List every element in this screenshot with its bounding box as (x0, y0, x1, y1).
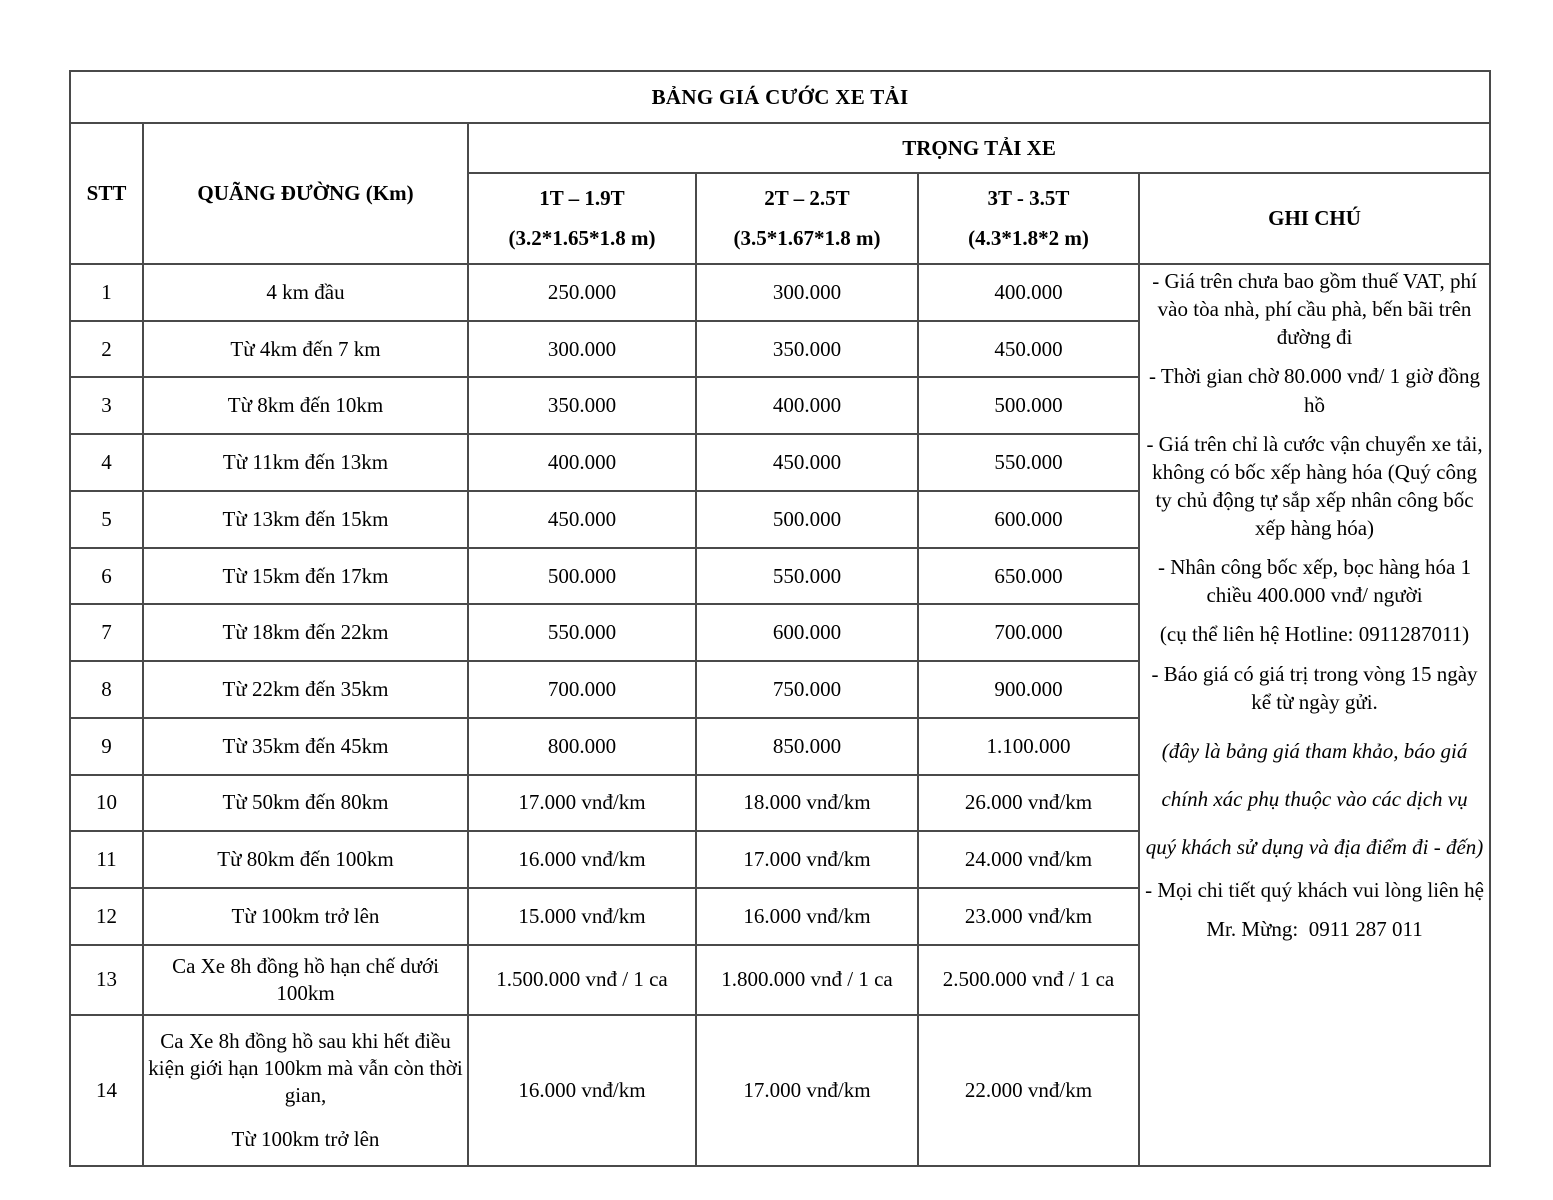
row-1-price-1t: 250.000 (468, 264, 696, 321)
row-11-route: Từ 80km đến 100km (143, 831, 468, 888)
row-14-price-3t: 22.000 vnđ/km (918, 1015, 1139, 1166)
row-9-price-1t: 800.000 (468, 718, 696, 775)
row-9-price-3t: 1.100.000 (918, 718, 1139, 775)
note-paragraph-1: - Giá trên chưa bao gồm thuế VAT, phí vào tòa nhà, phí cầu phà, bến bãi trên đường đi (1152, 269, 1477, 350)
note-paragraph-9: Mr. Mừng: 0911 287 011 (1206, 916, 1423, 941)
row-6-stt: 6 (70, 548, 143, 605)
row-2-route: Từ 4km đến 7 km (143, 321, 468, 378)
freight-price-table-document (69, 70, 1491, 1167)
row-12-price-2t: 16.000 vnđ/km (696, 888, 918, 945)
header-stt: STT (70, 123, 143, 264)
note-paragraph-5: (cụ thể liên hệ Hotline: 0911287011) (1159, 622, 1470, 647)
row-14-price-2t: 17.000 vnđ/km (696, 1015, 918, 1166)
row-13-price-2t: 1.800.000 vnđ / 1 ca (696, 945, 918, 1015)
row-1-route: 4 km đầu (143, 264, 468, 321)
header-col-1t-size: (3.2*1.65*1.8 m) (508, 225, 656, 250)
header-col-3t-size: (4.3*1.8*2 m) (968, 225, 1089, 250)
row-11-price-1t: 16.000 vnđ/km (468, 831, 696, 888)
row-3-price-3t: 500.000 (918, 377, 1139, 434)
header-band-row (70, 123, 1490, 173)
row-5-price-2t: 500.000 (696, 491, 918, 548)
note-paragraph-4: - Nhân công bốc xếp, bọc hàng hóa 1 chiều 400.000 vnđ/ người (1157, 555, 1472, 608)
header-notes: GHI CHÚ (1139, 173, 1490, 264)
row-2-stt: 2 (70, 321, 143, 378)
row-7-price-2t: 600.000 (696, 604, 918, 661)
row-8-stt: 8 (70, 661, 143, 718)
row-11-stt: 11 (70, 831, 143, 888)
row-5-route: Từ 13km đến 15km (143, 491, 468, 548)
header-col-2t-size: (3.5*1.67*1.8 m) (733, 225, 881, 250)
row-10-price-3t: 26.000 vnđ/km (918, 775, 1139, 832)
freight-price-table (69, 70, 1491, 1167)
header-tonnage-group: TRỌNG TẢI XE (468, 123, 1490, 173)
row-7-price-3t: 700.000 (918, 604, 1139, 661)
table-row-13 (70, 945, 1490, 1015)
row-3-route: Từ 8km đến 10km (143, 377, 468, 434)
row-8-price-3t: 900.000 (918, 661, 1139, 718)
row-4-price-2t: 450.000 (696, 434, 918, 491)
note-paragraph-3: - Giá trên chỉ là cước vận chuyển xe tải, không có bốc xếp hàng hóa (Quý công ty chủ động tự sắp xếp nhân công bốc xếp hàng hóa) (1146, 431, 1483, 540)
row-3-price-2t: 400.000 (696, 377, 918, 434)
row-13-price-1t: 1.500.000 vnđ / 1 ca (468, 945, 696, 1015)
row-6-route: Từ 15km đến 17km (143, 548, 468, 605)
row-13-stt: 13 (70, 945, 143, 1015)
row-11-price-3t: 24.000 vnđ/km (918, 831, 1139, 888)
row-9-route: Từ 35km đến 45km (143, 718, 468, 775)
header-col-2t-tonnage: 2T – 2.5T (764, 186, 850, 211)
row-6-price-3t: 650.000 (918, 548, 1139, 605)
row-2-price-2t: 350.000 (696, 321, 918, 378)
row-2-price-1t: 300.000 (468, 321, 696, 378)
row-1-stt: 1 (70, 264, 143, 321)
header-col-2t (696, 173, 918, 264)
table-row-1 (70, 264, 1490, 321)
row-8-price-1t: 700.000 (468, 661, 696, 718)
row-10-stt: 10 (70, 775, 143, 832)
row-1-price-2t: 300.000 (696, 264, 918, 321)
row-7-route: Từ 18km đến 22km (143, 604, 468, 661)
note-paragraph-8: - Mọi chi tiết quý khách vui lòng liên hệ (1145, 877, 1484, 902)
row-3-stt: 3 (70, 377, 143, 434)
row-7-stt: 7 (70, 604, 143, 661)
row-5-price-1t: 450.000 (468, 491, 696, 548)
header-col-3t (918, 173, 1139, 264)
title-row (70, 71, 1490, 123)
row-12-route: Từ 100km trở lên (143, 888, 468, 945)
row-3-price-1t: 350.000 (468, 377, 696, 434)
row-13-route: Ca Xe 8h đồng hồ hạn chế dưới 100km (143, 945, 468, 1015)
header-col-1t (468, 173, 696, 264)
note-paragraph-6: - Báo giá có giá trị trong vòng 15 ngày kể từ ngày gửi. (1151, 661, 1478, 714)
row-1-price-3t: 400.000 (918, 264, 1139, 321)
row-10-price-1t: 17.000 vnđ/km (468, 775, 696, 832)
row-8-price-2t: 750.000 (696, 661, 918, 718)
row-5-price-3t: 600.000 (918, 491, 1139, 548)
row-14-route-par2: Từ 100km trở lên (231, 1126, 380, 1151)
row-12-stt: 12 (70, 888, 143, 945)
row-6-price-2t: 550.000 (696, 548, 918, 605)
row-14-route-par1: Ca Xe 8h đồng hồ sau khi hết điều kiện giới hạn 100km mà vẫn còn thời gian, (148, 1028, 463, 1108)
row-14-stt: 14 (70, 1015, 143, 1166)
row-11-price-2t: 17.000 vnđ/km (696, 831, 918, 888)
note-paragraph-7: (đây là bảng giá tham khảo, báo giá chính xác phụ thuộc vào các dịch vụ quý khách sử dụng và địa điểm đi - đến) (1145, 738, 1484, 860)
row-13-price-3t: 2.500.000 vnđ / 1 ca (918, 945, 1139, 1015)
row-4-route: Từ 11km đến 13km (143, 434, 468, 491)
header-route: QUÃNG ĐƯỜNG (Km) (143, 123, 468, 264)
row-2-price-3t: 450.000 (918, 321, 1139, 378)
row-12-price-1t: 15.000 vnđ/km (468, 888, 696, 945)
row-10-price-2t: 18.000 vnđ/km (696, 775, 918, 832)
row-5-stt: 5 (70, 491, 143, 548)
row-9-stt: 9 (70, 718, 143, 775)
header-col-1t-tonnage: 1T – 1.9T (539, 186, 625, 211)
row-4-price-1t: 400.000 (468, 434, 696, 491)
notes-cell (1139, 264, 1490, 945)
row-10-route: Từ 50km đến 80km (143, 775, 468, 832)
note-paragraph-2: - Thời gian chờ 80.000 vnđ/ 1 giờ đồng hồ (1149, 364, 1481, 417)
row-7-price-1t: 550.000 (468, 604, 696, 661)
page-title: BẢNG GIÁ CƯỚC XE TẢI (70, 71, 1490, 123)
header-col-3t-tonnage: 3T - 3.5T (987, 186, 1070, 211)
row-12-price-3t: 23.000 vnđ/km (918, 888, 1139, 945)
row-8-route: Từ 22km đến 35km (143, 661, 468, 718)
row-9-price-2t: 850.000 (696, 718, 918, 775)
row-14-route (143, 1015, 468, 1166)
row-14-price-1t: 16.000 vnđ/km (468, 1015, 696, 1166)
notes-cell-lower (1139, 945, 1490, 1166)
row-6-price-1t: 500.000 (468, 548, 696, 605)
row-4-stt: 4 (70, 434, 143, 491)
row-4-price-3t: 550.000 (918, 434, 1139, 491)
